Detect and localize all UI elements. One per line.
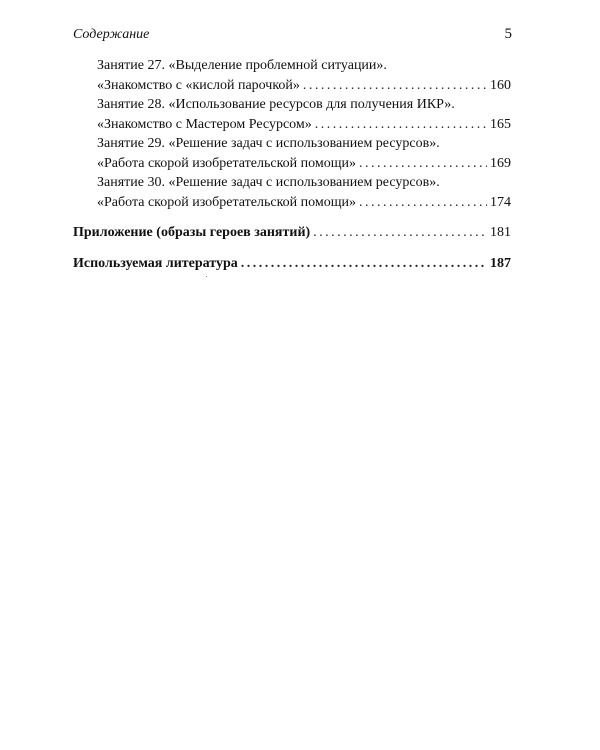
toc-entry-text: «Знакомство с «кислой парочкой» (97, 77, 300, 93)
toc-page-number: 165 (490, 116, 511, 132)
toc-entry-text: Занятие 30. «Решение задач с использованием ресурсов». (97, 175, 440, 190)
toc-entry-text: «Работа скорой изобретательской помощи» (97, 155, 357, 171)
toc-page-number: 160 (490, 77, 511, 93)
toc-entry-30-title (73, 173, 511, 193)
table-of-contents (73, 56, 511, 273)
running-header (73, 26, 512, 46)
dot-leader (315, 115, 487, 135)
toc-page-number: 181 (490, 225, 511, 240)
toc-entry-text: Используемая литература (73, 255, 238, 271)
toc-entry-27-title (73, 56, 511, 76)
toc-entry-text: Занятие 29. «Решение задач с использованием ресурсов». (97, 136, 440, 151)
header-title: Содержание (73, 27, 150, 42)
toc-entry-text: Занятие 27. «Выделение проблемной ситуации». (97, 58, 387, 73)
dot-leader (359, 154, 487, 174)
dot-leader (303, 76, 487, 96)
toc-entry-text: Занятие 28. «Использование ресурсов для получения ИКР». (97, 97, 455, 112)
toc-entry-text: Приложение (образы героев занятий) (73, 225, 311, 240)
toc-entry-literature (73, 254, 511, 274)
dot-leader (241, 254, 487, 274)
toc-page-number: 169 (490, 155, 511, 171)
scan-speck (206, 276, 207, 277)
page-number: 5 (504, 26, 512, 42)
toc-entry-29-subtitle (73, 154, 511, 174)
toc-entry-text: «Знакомство с Мастером Ресурсом» (97, 116, 312, 132)
toc-entry-appendix (73, 223, 511, 243)
toc-entry-30-subtitle (73, 193, 511, 213)
toc-page-number: 174 (490, 194, 511, 210)
toc-entry-28-subtitle (73, 115, 511, 135)
toc-page-number: 187 (490, 255, 511, 271)
toc-entry-28-title (73, 95, 511, 115)
toc-entry-29-title (73, 134, 511, 154)
dot-leader (359, 193, 487, 213)
toc-entry-text: «Работа скорой изобретательской помощи» (97, 194, 357, 210)
toc-entry-27-subtitle (73, 76, 511, 96)
dot-leader (313, 223, 487, 243)
